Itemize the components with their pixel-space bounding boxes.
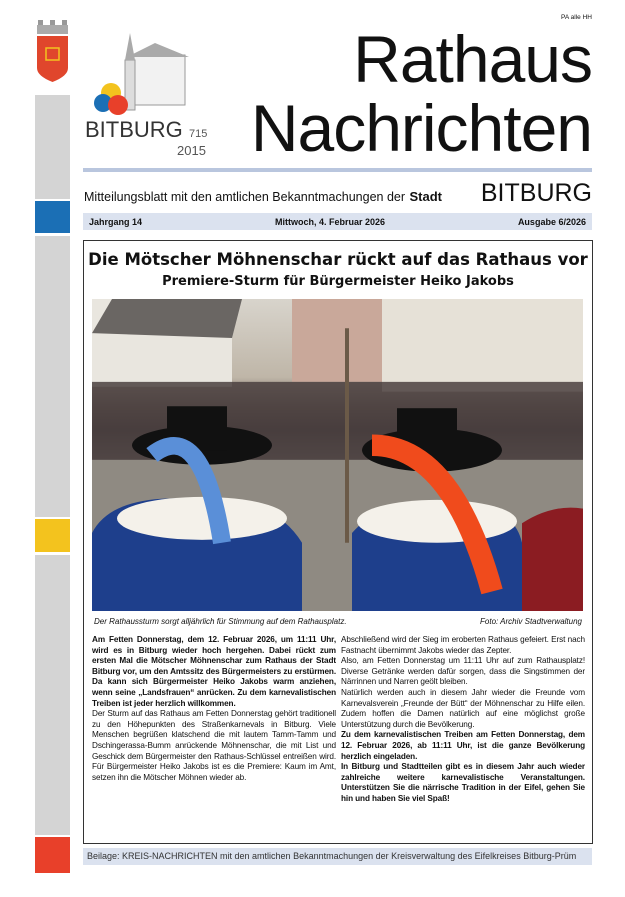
subtitle-bold: Stadt (409, 189, 442, 204)
article-lead: Am Fetten Donnerstag, dem 12. Februar 2026, um 11:11 Uhr, wird es in Bitburg wieder hoch hergehen. Dabei rückt zum ersten Mal die Mötscher Möhnenschar zum Rathaus der Stadt Bitburg vor, um den Amtssitz des Bürgermeisters zu erstürmen. Da kann sich Bürgermeister Heiko Jakobs warm anziehen, wenn seine „Landsfrauen“ anrücken. Zu dem karnevalistischen Treiben ist jeder herzlich willkommen. (92, 635, 336, 708)
issue-bar (83, 213, 592, 230)
photo-caption: Der Rathaussturm sorgt alljährlich für Stimmung auf dem Rathausplatz. (94, 617, 347, 626)
article-subheadline: Premiere-Sturm für Bürgermeister Heiko Jakobs (162, 274, 514, 289)
article-column-1 (92, 635, 336, 783)
masthead-subtitle (84, 178, 592, 208)
side-strip-blue (35, 201, 70, 233)
masthead-title-line1: Rathaus (353, 22, 592, 96)
issue-date: Mittwoch, 4. Februar 2026 (274, 216, 385, 227)
svg-text:715: 715 (189, 128, 208, 140)
article-invitation: Zu dem karnevalistischen Treiben am Fetten Donnerstag, dem 12. Februar 2026, ab 11:11 Uhr, ist die ganze Bevölkerung herzlich eingeladen. (341, 730, 585, 761)
side-strip-grey-1 (35, 95, 70, 199)
coat-of-arms-icon (36, 20, 69, 82)
article-paragraph: Abschließend wird der Sieg im eroberten Rathaus gefeiert. Erst nach Fastnacht übernimmt Jakobs wieder das Zepter. (341, 635, 585, 655)
photo-caption-row (94, 617, 582, 627)
article-paragraph: Natürlich werden auch in diesem Jahr wieder die Freunde vom Karnevalsverein „Freunde der Bütt“ der Möhnenschar zu Hilfe eilen. Zudem hoffen die Damen natürlich auf eine möglichst große Unterstützung durch die Bevölkerung. (341, 687, 585, 729)
volume: Jahrgang 14 (89, 216, 143, 227)
svg-text:2015: 2015 (177, 143, 206, 158)
distribution-note: PA alle HH (561, 14, 592, 21)
article-closing: In Bitburg und Stadtteilen gibt es in diesem Jahr auch wieder zahlreiche weitere karnevalistische Veranstaltungen. Unterstützen Sie die närrische Tradition in der Eifel, gehen Sie hin und haben Sie viel Spaß! (341, 762, 585, 803)
article-paragraph: Also, am Fetten Donnerstag um 11:11 Uhr auf zum Rathausplatz! Diverse Getränke werden dafür sorgen, dass die Singstimmen der Närrinnen und Narren geölt bleiben. (341, 656, 585, 687)
side-strip-red (35, 837, 70, 873)
bitburg-715-logo (85, 25, 220, 160)
article-column-2 (341, 635, 585, 805)
masthead-title-line2: Nachrichten (250, 91, 592, 165)
article-headline: Die Mötscher Möhnenschar rückt auf das Rathaus vor (88, 250, 588, 269)
subtitle-text: Mitteilungsblatt mit den amtlichen Bekanntmachungen der (84, 190, 406, 204)
supplement-note: Beilage: KREIS-NACHRICHTEN mit den amtlichen Bekanntmachungen der Kreisverwaltung des Eifelkreises Bitburg-Prüm (83, 848, 592, 865)
side-strip-grey-3 (35, 555, 70, 835)
issue-number: Ausgabe 6/2026 (517, 216, 586, 227)
article-paragraph: Der Sturm auf das Rathaus am Fetten Donnerstag gehört traditionell zu den Höhepunkten des Straßenkarnevals in Bitburg. Viele Menschen begrüßen klatschend die mit lautem Tamm-Tamm und Dschingerassa-Bumm anrückende Möhnenschar, die mit List und Geschick dem Bürgermeister den Rathaus-Schlüssel entreißen wird. Für Bürgermeister Heiko Jakobs ist es die Premiere: Kaum im Amt, setzen ihn die Mötscher Möhnen wieder ab. (92, 709, 336, 782)
side-strip-grey-2 (35, 236, 70, 517)
lead-article (83, 240, 593, 844)
side-strip-yellow (35, 519, 70, 552)
svg-text:BITBURG: BITBURG (85, 117, 183, 142)
masthead-divider (83, 168, 592, 172)
city-name: BITBURG (480, 179, 592, 207)
photo-credit: Foto: Archiv Stadtverwaltung (480, 617, 582, 626)
article-photo (92, 299, 583, 611)
